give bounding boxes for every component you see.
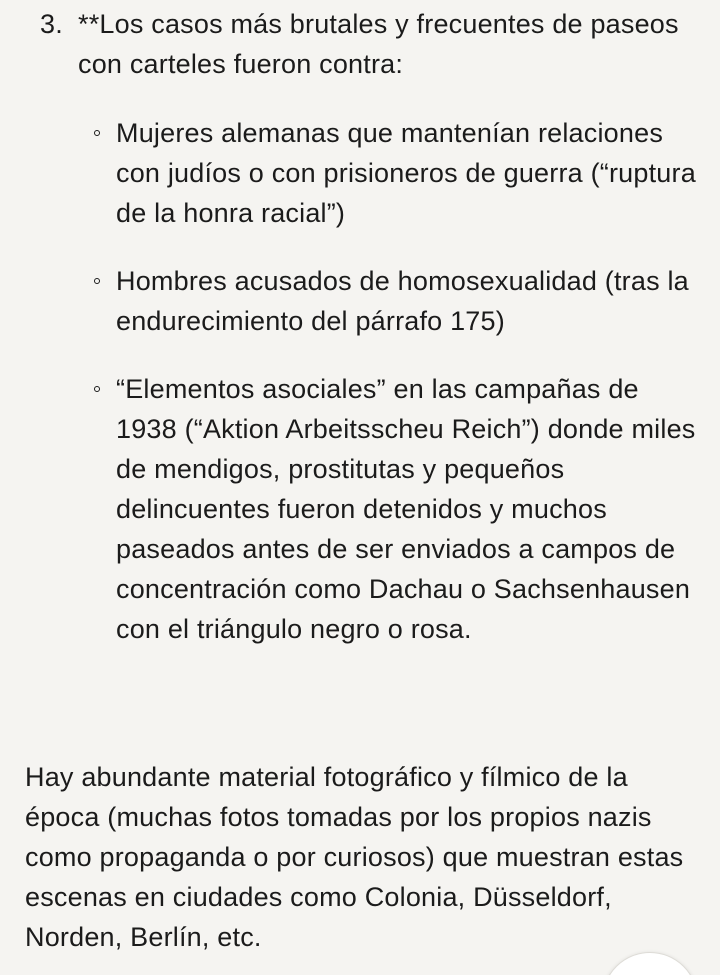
list-number: 3.	[40, 9, 63, 39]
bullet-circle-icon	[94, 278, 100, 284]
bullet-text: “Elementos asociales” en las campañas de 1938 (“Aktion Arbeitsscheu Reich”) donde miles de mendigos, prostitutas y pequeños delincuentes fueron detenidos y muchos paseados antes de ser enviados a campos de concentración como Dachau o Sachsenhausen con el triángulo negro o rosa.	[116, 374, 696, 644]
bullet-circle-icon	[94, 130, 100, 136]
list-item-text: **Los casos más brutales y frecuentes de paseos con carteles fueron contra:	[78, 9, 679, 79]
bullet-circle-icon	[94, 386, 100, 392]
bullet-text: Mujeres alemanas que mantenían relaciones con judíos o con prisioneros de guerra (“ruptura de la honra racial”)	[116, 118, 696, 228]
paragraph: Hay abundante material fotográfico y fílmico de la época (muchas fotos tomadas por los propios nazis como propaganda o por curiosos) que muestran estas escenas en ciudades como Colonia, Düsseldorf, Norden, Berlín, etc.	[25, 762, 684, 952]
bullet-text: Hombres acusados de homosexualidad (tras la endurecimiento del párrafo 175)	[116, 266, 689, 336]
